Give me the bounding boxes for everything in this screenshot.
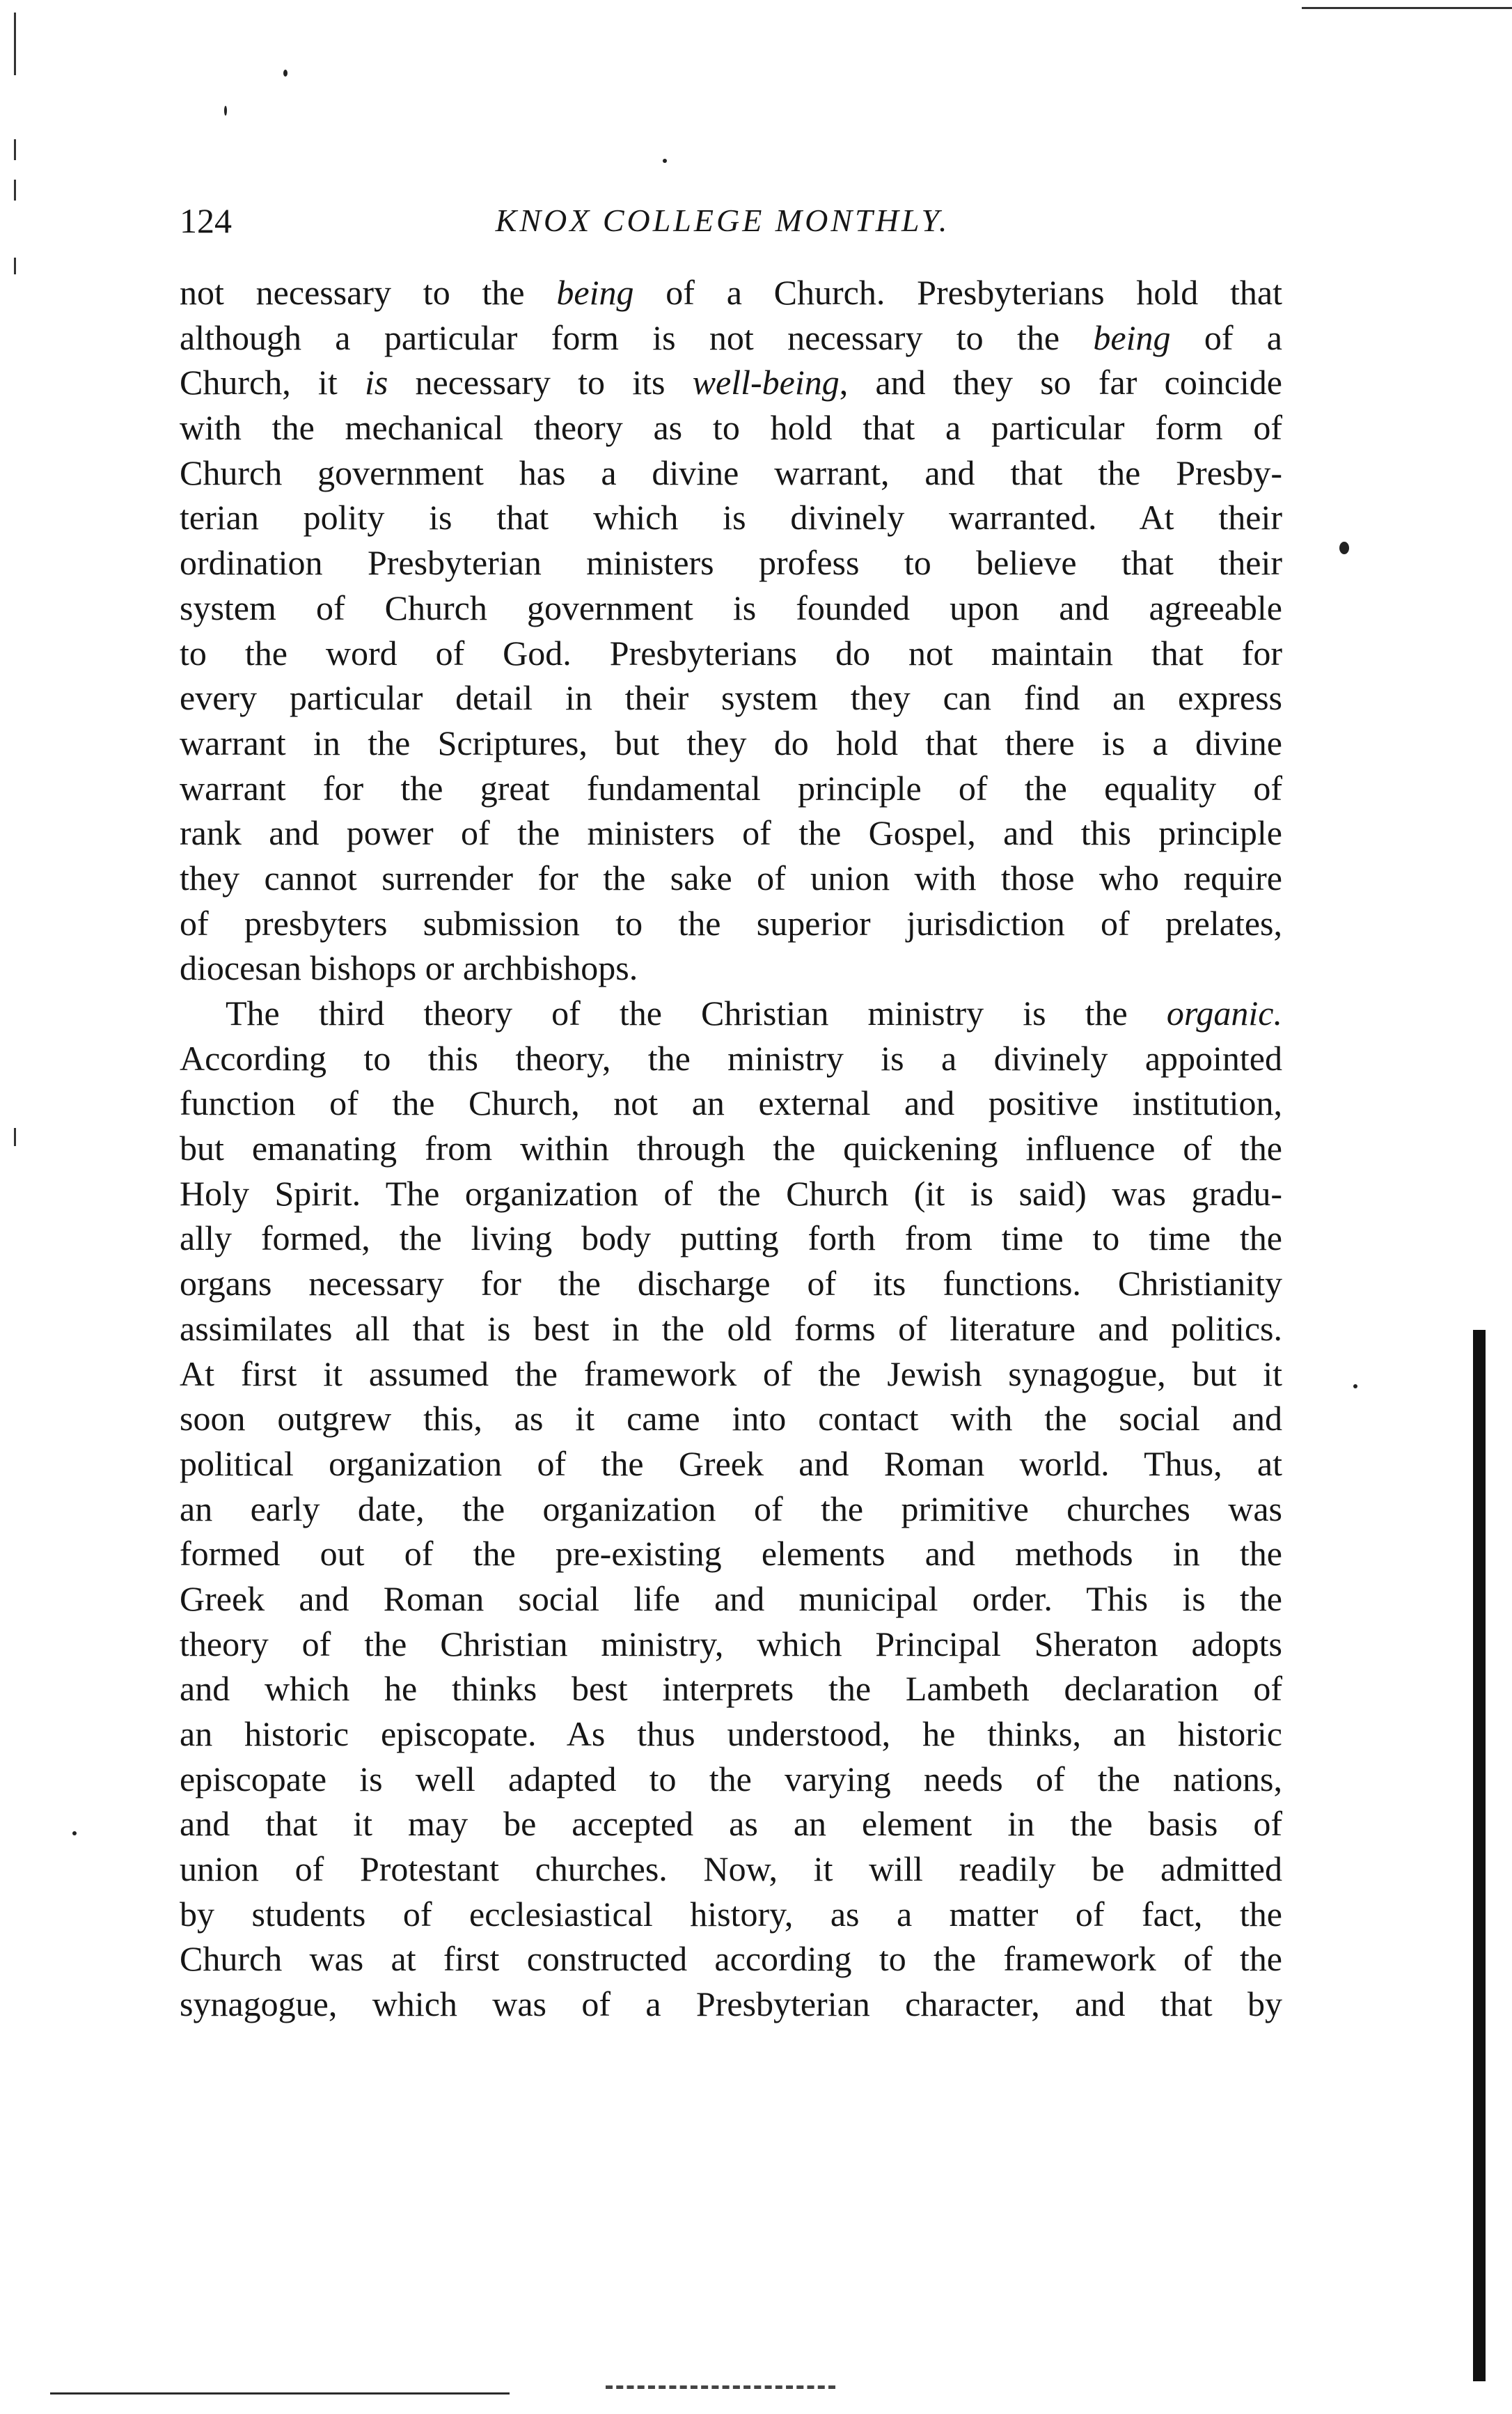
text-line — [180, 1666, 1282, 1711]
text-line — [180, 1531, 1282, 1576]
text-segment: theory of the Christian ministry, which Principal Sheraton adopts — [180, 1624, 1282, 1663]
text-segment: organs necessary for the discharge of its functions. Christianity — [180, 1264, 1282, 1303]
text-line — [180, 631, 1282, 676]
text-segment: Church government has a divine warrant, and that the Presby- — [180, 453, 1282, 492]
text-segment: rank and power of the ministers of the Gospel, and this principle — [180, 813, 1282, 853]
text-line — [180, 1216, 1282, 1261]
scan-speck — [72, 1831, 77, 1835]
text-segment: an historic episcopate. As thus understood, he thinks, an historic — [180, 1714, 1282, 1753]
text-line — [180, 315, 1282, 361]
scan-edge-rule-top — [1302, 7, 1512, 9]
scan-speck — [1353, 1384, 1357, 1388]
page-header — [180, 196, 1266, 245]
text-line — [180, 721, 1282, 766]
text-segment: diocesan bishops or archbishops. — [180, 948, 638, 988]
text-segment: Church was at first constructed according to the framework of the — [180, 1939, 1282, 1979]
text-line — [180, 270, 1282, 315]
text-segment: Church, it — [180, 363, 365, 402]
text-segment: assimilates all that is best in the old forms of literature and politics. — [180, 1308, 1282, 1348]
text-segment: political organization of the Greek and Roman world. Thus, at — [180, 1443, 1282, 1483]
text-segment: and that it may be accepted as an element in the basis of — [180, 1804, 1282, 1844]
text-segment: every particular detail in their system they can find an express — [180, 678, 1282, 718]
text-line — [180, 1936, 1282, 1982]
scan-edge-rule-bottom — [50, 2392, 510, 2395]
text-segment: warrant in the Scriptures, but they do hold that there is a divine — [180, 723, 1282, 762]
text-line — [180, 1892, 1282, 1937]
text-line — [180, 495, 1282, 540]
text-line — [180, 1982, 1282, 2027]
text-line — [180, 675, 1282, 721]
scan-edge-bar-right — [1473, 1330, 1486, 2381]
text-line — [180, 946, 1282, 991]
text-segment: and which he thinks best interprets the Lambeth declaration of — [180, 1669, 1282, 1709]
text-segment: to the word of God. Presbyterians do not maintain that for — [180, 633, 1282, 673]
text-segment: necessary to its — [388, 363, 693, 402]
scan-speck — [283, 70, 288, 77]
text-line — [180, 1261, 1282, 1306]
text-segment: by students of ecclesiastical history, as a matter of fact, the — [180, 1894, 1282, 1934]
text-line — [180, 1576, 1282, 1622]
text-segment: function of the Church, not an external and positive institution, — [180, 1083, 1282, 1123]
text-line — [180, 1306, 1282, 1351]
text-segment: not necessary to the — [180, 273, 557, 312]
italic-segment: well-being — [692, 363, 840, 402]
text-line — [180, 1441, 1282, 1487]
text-segment: ordination Presbyterian ministers profess to believe that their — [180, 543, 1282, 583]
text-line — [180, 405, 1282, 450]
text-line — [180, 1081, 1282, 1126]
text-line — [180, 1351, 1282, 1397]
text-line — [180, 991, 1282, 1036]
text-segment: soon outgrew this, as it came into contact with the social and — [180, 1399, 1282, 1439]
text-segment: episcopate is well adapted to the varying needs of the nations, — [180, 1759, 1282, 1798]
text-line — [180, 1801, 1282, 1847]
text-line — [180, 450, 1282, 496]
text-segment: Greek and Roman social life and municipal order. This is the — [180, 1578, 1282, 1618]
text-segment: At first it assumed the framework of the Jewish synagogue, but it — [180, 1354, 1282, 1393]
text-line — [180, 1622, 1282, 1667]
text-segment: synagogue, which was of a Presbyterian character, and that by — [180, 1984, 1282, 2024]
text-segment: they cannot surrender for the sake of union with those who require — [180, 858, 1282, 898]
text-line — [180, 1036, 1282, 1081]
text-segment: , and they so far coincide — [839, 363, 1282, 402]
text-line — [180, 586, 1282, 631]
text-line — [180, 540, 1282, 586]
text-segment: with the mechanical theory as to hold that a particular form of — [180, 408, 1282, 448]
scan-edge-dashes-bottom — [606, 2385, 835, 2389]
text-segment: of a — [1170, 318, 1282, 357]
text-segment: union of Protestant churches. Now, it will readily be admitted — [180, 1849, 1282, 1889]
text-line — [180, 810, 1282, 856]
left-edge-mark — [14, 180, 16, 201]
text-line — [180, 1711, 1282, 1757]
text-segment: an early date, the organization of the primitive churches was — [180, 1489, 1282, 1528]
left-edge-mark — [14, 139, 16, 160]
italic-segment: organic. — [1166, 994, 1282, 1033]
scan-speck — [224, 106, 227, 116]
text-segment: of presbyters submission to the superior jurisdiction of prelates, — [180, 903, 1282, 943]
scan-speck — [663, 159, 667, 163]
text-line — [180, 1487, 1282, 1532]
text-segment: According to this theory, the ministry is a divinely appointed — [180, 1038, 1282, 1078]
italic-segment: being — [1093, 318, 1171, 357]
text-segment: but emanating from within through the quickening influence of the — [180, 1129, 1282, 1168]
italic-segment: being — [556, 273, 634, 312]
text-segment: ally formed, the living body putting forth from time to time the — [180, 1218, 1282, 1258]
left-edge-mark — [14, 13, 16, 75]
text-segment: terian polity is that which is divinely warranted. At their — [180, 498, 1282, 538]
italic-segment: is — [364, 363, 388, 402]
text-segment: formed out of the pre-existing elements and methods in the — [180, 1534, 1282, 1574]
text-line — [180, 1396, 1282, 1441]
text-line — [180, 1126, 1282, 1171]
left-edge-mark — [14, 258, 16, 274]
text-segment: warrant for the great fundamental principle of the equality of — [180, 768, 1282, 808]
scan-speck — [1339, 542, 1349, 554]
text-segment: The third theory of the Christian ministry is the — [226, 994, 1167, 1033]
text-segment: although a particular form is not necessary to the — [180, 318, 1094, 357]
text-segment: system of Church government is founded upon and agreeable — [180, 588, 1282, 627]
text-line — [180, 1171, 1282, 1216]
text-line — [180, 856, 1282, 901]
text-line — [180, 1847, 1282, 1892]
page-number: 124 — [180, 201, 232, 240]
text-line — [180, 1757, 1282, 1802]
left-edge-mark — [14, 1128, 16, 1146]
text-line — [180, 360, 1282, 405]
text-line — [180, 901, 1282, 946]
text-segment: of a Church. Presbyterians hold that — [633, 273, 1282, 312]
text-segment: Holy Spirit. The organization of the Church (it is said) was gradu- — [180, 1173, 1282, 1213]
running-title: KNOX COLLEGE MONTHLY. — [495, 203, 950, 238]
article-body — [180, 270, 1282, 2027]
text-line — [180, 766, 1282, 811]
